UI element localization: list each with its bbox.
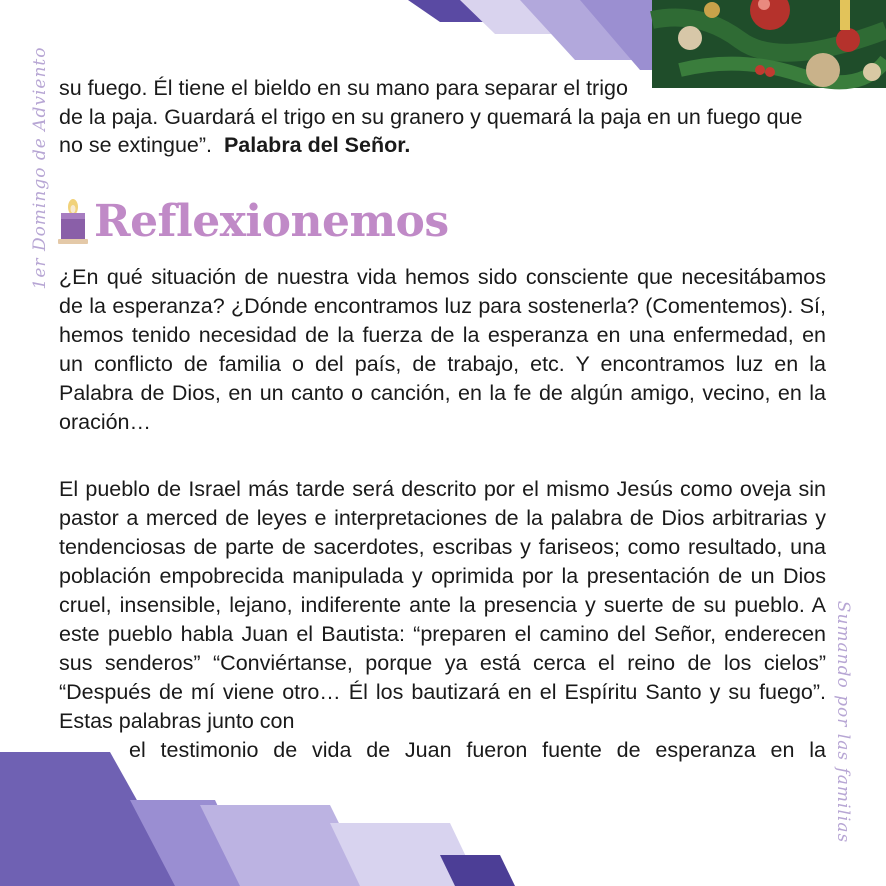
candle-icon	[58, 199, 88, 245]
reading-line-2-text: de la paja. Guardará el trigo en su granero y quemará la paja en un fuego que no se extingue”.	[59, 104, 803, 157]
paragraph-2-text: El pueblo de Israel más tarde será descrito por el mismo Jesús como oveja sin pastor a merced de leyes e interpretaciones de la palabra de Dios arbitrarias y tendenciosas de parte de sacerdotes, escribas y fariseos; como resultado, una población empobrecida manipulada y oprimida por la presentación de un Dios cruel, insensible, lejano, indiferente ante la presencia y suerte de su pueblo. A este pueblo habla Juan el Bautista: “preparen el camino del Señor, enderecen sus senderos” “Conviértanse, porque ya está cerca el reino de los cielos” “Después de mí viene otro… Él los bautizará en el Espíritu Santo y su fuego”. Estas palabras junto con	[59, 477, 826, 733]
side-label-left: 1er Domingo de Adviento	[30, 46, 50, 290]
reading-excerpt	[59, 74, 829, 160]
paragraph-reflection-2	[59, 475, 826, 765]
section-title: Reflexionemos	[94, 196, 449, 247]
paragraph-2-last-line: el testimonio de vida de Juan fueron fuente de esperanza en la	[129, 738, 826, 762]
reading-line-2	[59, 103, 829, 160]
side-label-right: Sumando por las familias	[833, 600, 853, 844]
reading-closing: Palabra del Señor.	[223, 133, 411, 157]
section-heading	[58, 196, 449, 247]
paragraph-reflection-1: ¿En qué situación de nuestra vida hemos sido consciente que necesitábamos de la esperanza? ¿Dónde encontramos luz para sostenerla? (Comentemos). Sí, hemos tenido necesidad de la fuerza de la esperanza en una enfermedad, en un conflicto de familia o del país, de trabajo, etc. Y encontramos luz en la Palabra de Dios, en un canto o canción, en la fe de algún amigo, vecino, en la oración…	[59, 265, 826, 434]
reading-line-1: su fuego. Él tiene el bieldo en su mano para separar el trigo	[59, 76, 628, 100]
